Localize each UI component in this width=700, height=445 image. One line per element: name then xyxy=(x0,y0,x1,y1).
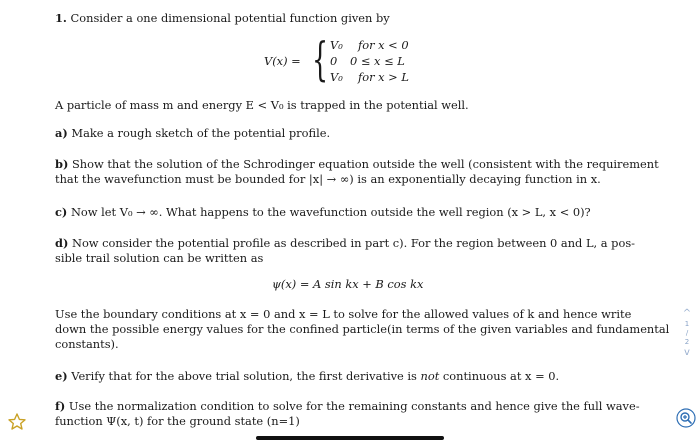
page-up-icon[interactable]: ^ xyxy=(682,308,692,319)
favorite-star-icon[interactable] xyxy=(7,412,27,432)
part-f-label: f) xyxy=(55,399,66,413)
part-b-line-1 xyxy=(55,157,659,171)
page-navigator xyxy=(680,308,694,359)
part-e-text-before: Verify that for the above trial solution, the first derivative is xyxy=(71,369,417,383)
part-d-line-1 xyxy=(55,236,635,250)
part-d-line-2: sible trail solution can be written as xyxy=(55,251,264,265)
part-a xyxy=(55,126,330,140)
potential-row-1-value: V₀ xyxy=(330,38,343,52)
question-heading xyxy=(55,11,390,25)
boundary-conditions-line-3: constants). xyxy=(55,337,119,351)
potential-row-1-condition: for x < 0 xyxy=(358,38,409,52)
part-f-line-2: function Ψ(x, t) for the ground state (n=1) xyxy=(55,414,300,428)
part-d-text-1: Now consider the potential profile as described in part c). For the region between 0 and L, a pos- xyxy=(71,236,636,250)
part-c-label: c) xyxy=(55,205,68,219)
part-e-emphasis: not xyxy=(420,369,440,383)
part-c-text: Now let V₀ → ∞. What happens to the wavefunction outside the well region (x > L, x < 0)? xyxy=(70,205,591,219)
particle-statement: A particle of mass m and energy E < V₀ is trapped in the potential well. xyxy=(55,98,469,112)
part-f-text-1: Use the normalization condition to solve for the remaining constants and hence give the full wave- xyxy=(68,399,640,413)
potential-row-3-condition: for x > L xyxy=(358,70,409,84)
page-down-icon[interactable]: v xyxy=(684,347,690,358)
question-intro: Consider a one dimensional potential function given by xyxy=(70,11,390,25)
page-separator: / xyxy=(685,329,689,337)
boundary-conditions-line-1: Use the boundary conditions at x = 0 and x = L to solve for the allowed values of k and hence write xyxy=(55,307,632,321)
page-total: 2 xyxy=(684,338,690,346)
potential-row-2-value: 0 xyxy=(330,54,338,68)
part-f-line-1 xyxy=(55,399,640,413)
part-d-label: d) xyxy=(55,236,69,250)
part-c xyxy=(55,205,591,219)
part-a-label: a) xyxy=(55,126,68,140)
part-b-label: b) xyxy=(55,157,69,171)
part-e xyxy=(55,369,559,383)
piecewise-brace: { xyxy=(312,32,329,86)
potential-row-2-condition: 0 ≤ x ≤ L xyxy=(350,54,405,68)
trial-solution-equation: ψ(x) = A sin kx + B cos kx xyxy=(272,277,424,291)
potential-row-3-value: V₀ xyxy=(330,70,343,84)
potential-lhs: V(x) = xyxy=(264,54,301,68)
part-b-line-2: that the wavefunction must be bounded for |x| → ∞) is an exponentially decaying function in x. xyxy=(55,172,601,186)
part-a-text: Make a rough sketch of the potential profile. xyxy=(71,126,331,140)
zoom-in-icon[interactable] xyxy=(676,408,696,428)
page-current: 1 xyxy=(684,320,690,328)
question-number: 1. xyxy=(55,11,67,25)
boundary-conditions-line-2: down the possible energy values for the confined particle(in terms of the given variables and fundamental xyxy=(55,322,670,336)
part-e-text-after: continuous at x = 0. xyxy=(442,369,560,383)
home-indicator[interactable] xyxy=(256,436,444,440)
part-e-label: e) xyxy=(55,369,68,383)
part-b-text-1: Show that the solution of the Schrodinger equation outside the well (consistent with the requirement xyxy=(71,157,659,171)
